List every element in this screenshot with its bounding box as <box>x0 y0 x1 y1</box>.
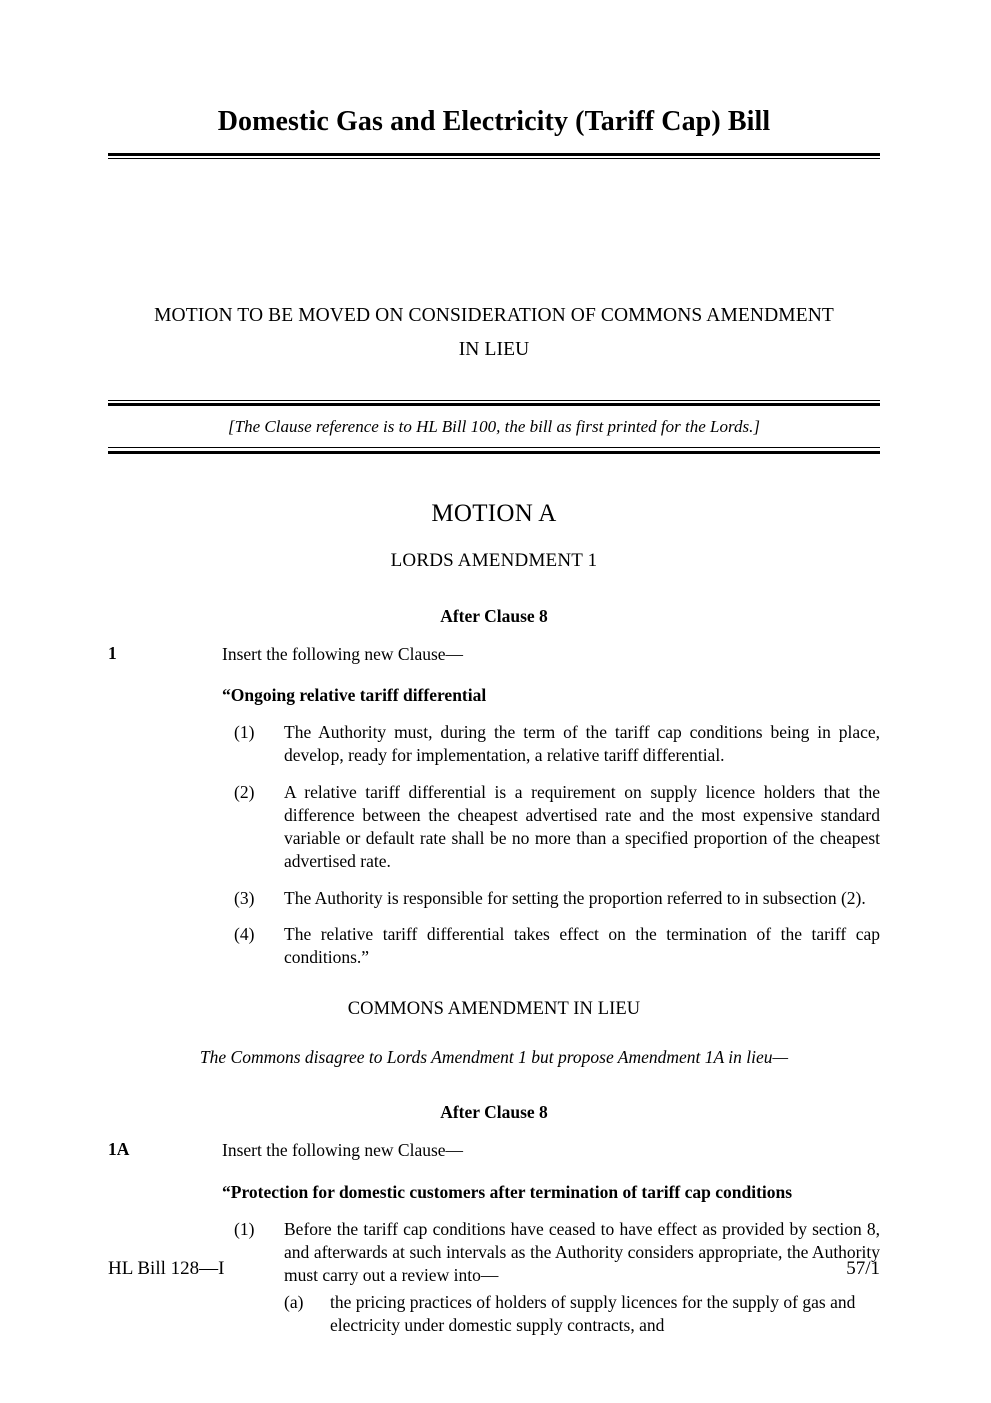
subsection-text: The Authority is responsible for setting the proportion referred to in subsection (2). <box>284 887 866 908</box>
commons-quote-heading: “Protection for domestic customers after termination of tariff cap conditions <box>222 1182 793 1203</box>
motion-heading-line-1: MOTION TO BE MOVED ON CONSIDERATION OF COMMONS AMENDMENT <box>154 304 834 326</box>
commons-amendment-body <box>222 1139 880 1337</box>
subsection-marker: (1) <box>234 722 255 743</box>
subsection-marker: (1) <box>234 1218 255 1239</box>
lords-subsection-list <box>222 721 880 969</box>
page-reference: 57/1 <box>846 1258 880 1279</box>
page-footer <box>108 1258 880 1280</box>
commons-amendment-note: The Commons disagree to Lords Amendment 1 but propose Amendment 1A in lieu— <box>199 1047 789 1068</box>
subsection-text: Before the tariff cap conditions have ceased to have effect as provided by section 8, and afterwards at such intervals as the Authority considers appropriate, the Authority must carry out a review into— <box>284 1218 880 1286</box>
lords-clause-heading: After Clause 8 <box>440 605 548 626</box>
subsection-item-marker: (a) <box>284 1291 304 1312</box>
document-content-column <box>108 0 880 1403</box>
subsection-text: A relative tariff differential is a requirement on supply licence holders that the difference between the cheapest advertised rate and the most expensive standard variable or default rate shall be no more than a specified proportion of the cheapest advertised rate. <box>284 781 880 872</box>
commons-clause-heading: After Clause 8 <box>440 1102 548 1123</box>
subsection-marker: (2) <box>234 781 255 802</box>
lords-quote-heading: “Ongoing relative tariff differential <box>222 685 487 706</box>
commons-amendment-heading: COMMONS AMENDMENT IN LIEU <box>347 999 641 1020</box>
lords-amendment-row <box>108 643 880 970</box>
lords-amendment-label: LORDS AMENDMENT 1 <box>390 549 598 571</box>
subsection-item-text: the pricing practices of holders of supply licences for the supply of gas and electricity under domestic supply contracts, and <box>330 1291 856 1335</box>
commons-amendment-row <box>108 1139 880 1337</box>
subsection-item <box>284 1291 880 1338</box>
subsection <box>222 923 880 970</box>
lords-amendment-body <box>222 643 880 970</box>
subsection <box>222 721 880 768</box>
subsection-text: The relative tariff differential takes effect on the termination of the tariff cap conditions.” <box>284 923 880 968</box>
subsection-marker: (4) <box>234 923 255 944</box>
lords-lead-line: Insert the following new Clause— <box>222 643 464 664</box>
bill-reference: HL Bill 128—I <box>108 1258 225 1279</box>
title-double-rule <box>108 153 880 159</box>
subsection-item-list <box>284 1291 880 1338</box>
subsection-text: The Authority must, during the term of the tariff cap conditions being in place, develop, ready for implementation, a relative tariff differential. <box>284 722 880 766</box>
subsection-marker: (3) <box>234 887 255 908</box>
clause-reference-note: [The Clause reference is to HL Bill 100, the bill as first printed for the Lords.] <box>228 417 760 437</box>
subsection <box>222 887 880 910</box>
commons-lead-line: Insert the following new Clause— <box>222 1140 464 1161</box>
lords-amendment-margin-number: 1 <box>108 642 117 663</box>
motion-heading-line-2: IN LIEU <box>458 338 530 360</box>
commons-amendment-margin-number: 1A <box>108 1139 130 1160</box>
note-bottom-double-rule <box>108 447 880 454</box>
motion-label: MOTION A <box>431 499 557 527</box>
clause-reference-note-block <box>108 400 880 454</box>
motion-heading <box>108 299 880 367</box>
document-title: Domestic Gas and Electricity (Tariff Cap) Bill <box>217 106 771 137</box>
subsection <box>222 781 880 874</box>
